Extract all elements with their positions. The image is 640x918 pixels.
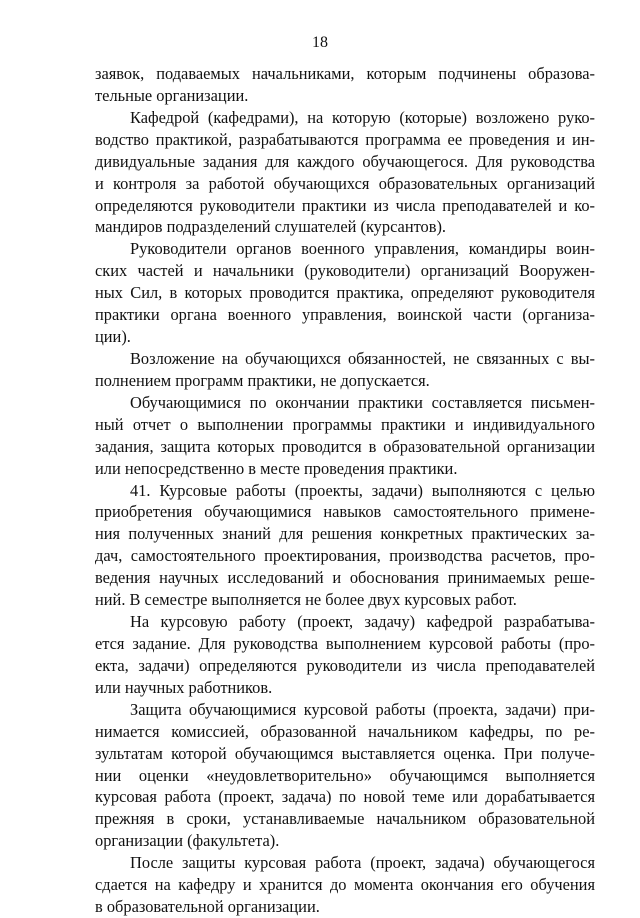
text-line: дач, самостоятельного проектирования, производства расчетов, про- xyxy=(95,546,595,566)
text-line: Защита обучающимися курсовой работы (проекта, задачи) при- xyxy=(130,699,595,719)
text-line: сдается на кафедру и хранится до момента окончания его обучения xyxy=(95,875,595,895)
text-line: После защиты курсовая работа (проект, задача) обучающегося xyxy=(130,853,595,873)
page-text xyxy=(95,63,595,918)
text-line: нимается комиссией, образованной начальником кафедры, по ре- xyxy=(95,721,595,741)
text-line: организации (факультета). xyxy=(95,831,280,851)
text-line: ния полученных знаний для решения конкретных практических за- xyxy=(95,524,595,544)
text-line: 41. Курсовые работы (проекты, задачи) выполняются с целью xyxy=(130,480,595,500)
text-line: зультатам которой обучающимся выставляется оценка. При получе- xyxy=(95,743,595,763)
page-number: 18 xyxy=(312,34,328,51)
text-line: ции). xyxy=(95,327,131,347)
text-line: дивидуальные задания для каждого обучающегося. Для руководства xyxy=(95,151,595,171)
text-line: екта, задачи) определяются руководители из числа преподавателей xyxy=(95,655,595,675)
text-line: ется задание. Для руководства выполнением курсовой работы (про- xyxy=(95,633,595,653)
text-line: тельные организации. xyxy=(95,85,249,105)
text-line: курсовая работа (проект, задача) по новой теме или дорабатывается xyxy=(95,787,595,807)
text-line: Возложение на обучающихся обязанностей, не связанных с вы- xyxy=(130,348,595,368)
text-line: ведения научных исследований и обоснования принимаемых реше- xyxy=(95,568,595,588)
text-line: ный отчет о выполнении программы практики и индивидуального xyxy=(95,414,595,434)
text-line: Кафедрой (кафедрами), на которую (которые) возложено руко- xyxy=(130,107,595,127)
text-line: мандиров подразделений слушателей (курсантов). xyxy=(95,217,447,237)
text-line: приобретения обучающимися навыков самостоятельного примене- xyxy=(95,502,595,522)
text-line: ний. В семестре выполняется не более двух курсовых работ. xyxy=(95,590,517,610)
text-line: и контроля за работой обучающихся образовательных организаций xyxy=(95,173,595,193)
text-line: На курсовую работу (проект, задачу) кафедрой разрабатыва- xyxy=(130,612,595,632)
text-line: практики органа военного управления, воинской части (организа- xyxy=(95,305,595,325)
text-line: нии оценки «неудовлетворительно» обучающимся выполняется xyxy=(95,765,595,785)
text-line: прежняя в сроки, устанавливаемые начальником образовательной xyxy=(95,809,595,829)
text-line: определяются руководители практики из числа преподавателей и ко- xyxy=(95,195,595,215)
text-line: ских частей и начальники (руководители) организаций Вооружен- xyxy=(95,261,595,281)
text-line: Руководители органов военного управления, командиры воин- xyxy=(130,239,595,259)
text-line: Обучающимися по окончании практики составляется письмен- xyxy=(130,392,595,412)
text-line: заявок, подаваемых начальниками, которым подчинены образова- xyxy=(95,64,595,83)
text-line: или научных работников. xyxy=(95,677,273,697)
text-line: полнением программ практики, не допускается. xyxy=(95,370,430,390)
text-line: в образовательной организации. xyxy=(95,897,320,917)
text-line: ных Сил, в которых проводится практика, определяют руководителя xyxy=(95,283,595,303)
text-line: задания, защита которых проводится в образовательной организации xyxy=(95,436,595,456)
text-line: водство практикой, разрабатываются программа ее проведения и ин- xyxy=(95,129,595,149)
text-line: или непосредственно в месте проведения практики. xyxy=(95,458,458,478)
